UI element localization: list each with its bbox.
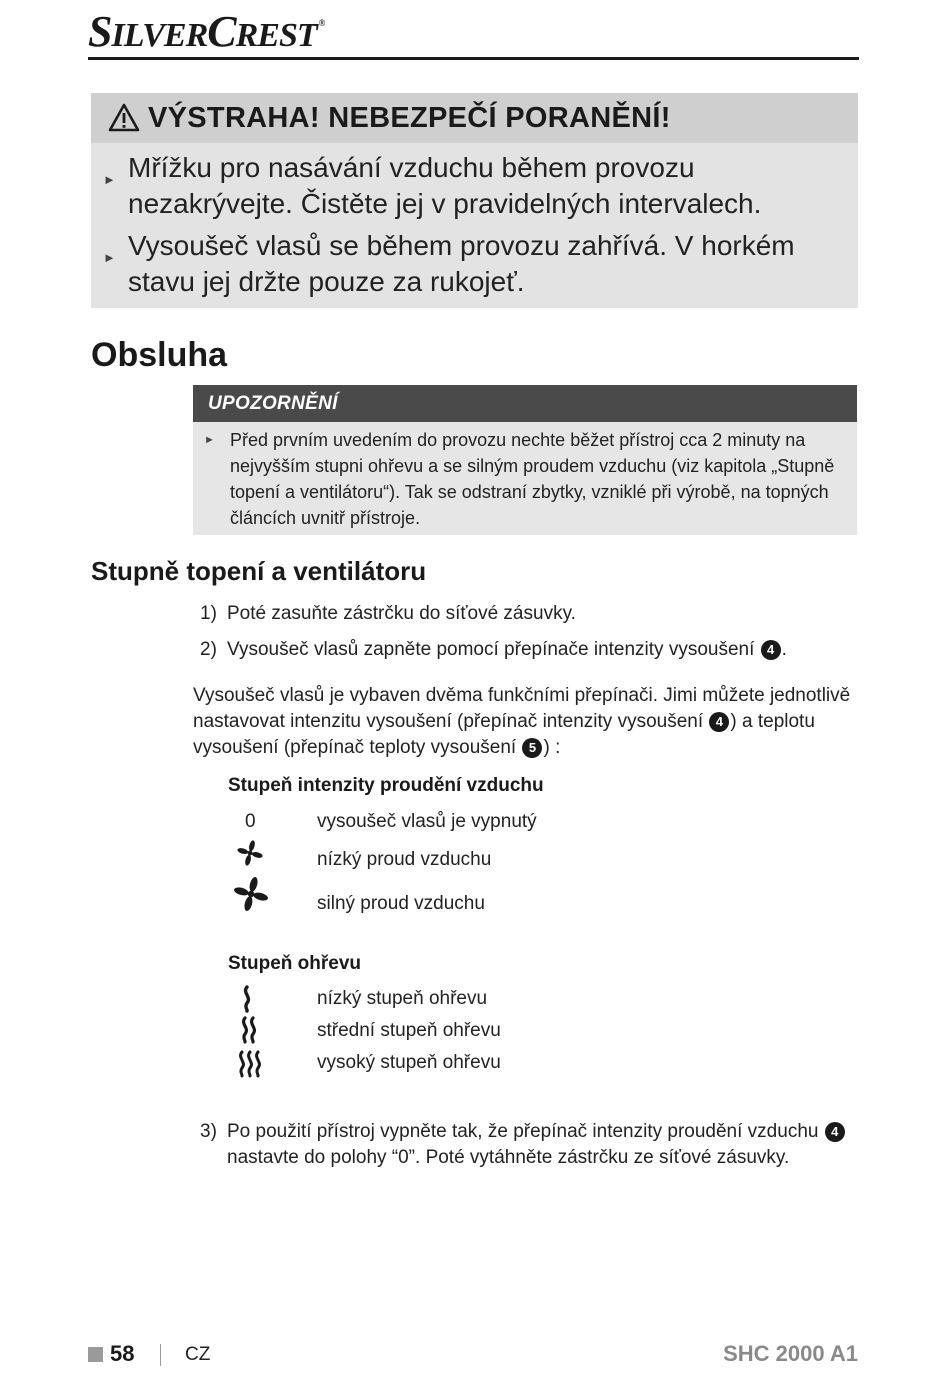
notice-box	[193, 385, 857, 535]
bullet-arrow-icon: ►	[103, 250, 116, 265]
warning-header	[91, 93, 858, 143]
fan-large-icon	[232, 875, 270, 913]
section-title: Obsluha	[91, 336, 228, 374]
reference-number-badge: 5	[522, 738, 542, 758]
header-rule	[88, 57, 859, 60]
airflow-level-label: vysoušeč vlasů je vypnutý	[317, 811, 537, 832]
reference-number-badge: 4	[761, 640, 781, 660]
heat-wave-1-icon	[240, 985, 254, 1013]
heat-level-label: nízký stupeň ohřevu	[317, 988, 488, 1009]
language-code: CZ	[185, 1344, 211, 1365]
notice-title: UPOZORNĚNÍ	[208, 393, 338, 414]
paragraph: Vysoušeč vlasů je vybaven dvěma funkčními přepínači. Jimi můžete jednotlivě nastavovat intenzitu vysoušení (přepínač intenzity vysoušení 4 ) a teplotu vysoušení (přepínač teploty vysoušení 5 ) :	[193, 685, 851, 758]
page-number: 58	[110, 1341, 135, 1366]
reference-number-badge: 4	[709, 712, 729, 732]
airflow-title: Stupeň intenzity proudění vzduchu	[228, 775, 544, 796]
heat-title: Stupeň ohřevu	[228, 953, 362, 974]
step-item: 2) Vysoušeč vlasů zapněte pomocí přepínače intenzity vysoušení 4 .	[200, 639, 787, 660]
warning-title: VÝSTRAHA! NEBEZPEČÍ PORANĚNÍ!	[148, 102, 671, 134]
notice-header	[193, 385, 857, 422]
airflow-level-label: nízký proud vzduchu	[317, 849, 492, 870]
heat-wave-2-icon	[239, 1016, 259, 1044]
bullet-arrow-icon: ►	[103, 172, 116, 187]
warning-triangle-icon	[108, 103, 140, 133]
step-item: 1) Poté zasuňte zástrčku do síťové zásuvky.	[200, 603, 576, 624]
fan-small-icon	[236, 839, 264, 867]
bullet-arrow-icon: ►	[204, 434, 215, 446]
fan-off-symbol: 0	[245, 811, 256, 832]
brand-logo: SILVERCREST ®	[88, 7, 325, 56]
heat-level-label: vysoký stupeň ohřevu	[317, 1052, 501, 1073]
footer-square	[88, 1347, 103, 1362]
model-number: SHC 2000 A1	[723, 1341, 858, 1366]
notice-text: Před prvním uvedením do provozu nechte běžet přístroj cca 2 minuty na nejvyšším stupni ohřevu a se silným proudem vzduchu (viz kapitola „Stupně topení a ventilátoru“). Tak se odstraní zbytky, vzniklé při výrobě, na topných článcích uvnitř přístroje.	[230, 430, 835, 528]
heat-wave-3-icon	[237, 1050, 263, 1078]
subsection-title: Stupně topení a ventilátoru	[91, 556, 427, 586]
footer-divider	[160, 1344, 161, 1366]
step-item: 3) Po použití přístroj vypněte tak, že přepínač intenzity proudění vzduchu 4 nastavte do polohy “0”. Poté vytáhněte zástrčku ze síťové zásuvky.	[200, 1119, 846, 1171]
warning-item: ► Vysoušeč vlasů se během provozu zahřívá. V horkém stavu jej držte pouze za rukojeť.	[103, 230, 795, 297]
warning-box	[91, 93, 858, 308]
airflow-level-label: silný proud vzduchu	[317, 893, 485, 914]
warning-item: ► Mřížku pro nasávání vzduchu během provozu nezakrývejte. Čistěte jej v pravidelných intervalech.	[103, 152, 762, 219]
reference-number-badge: 4	[825, 1122, 845, 1142]
heat-level-label: střední stupeň ohřevu	[317, 1020, 501, 1041]
